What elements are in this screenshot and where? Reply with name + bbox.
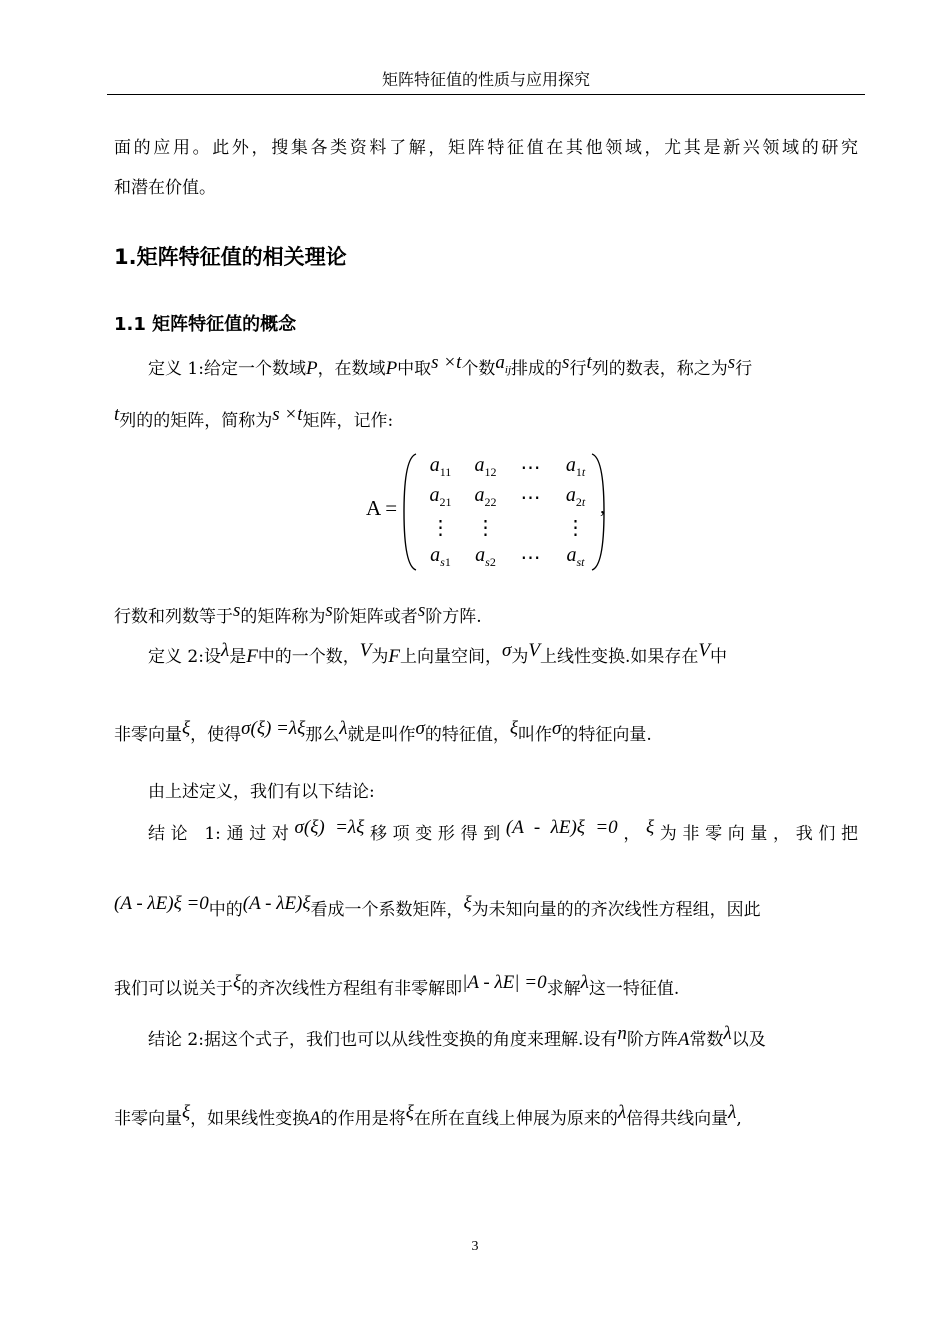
math-symbol: V: [528, 640, 540, 661]
text-run: 行数和列数等于: [114, 607, 233, 627]
matrix-entry: $a_{1t}$: [565, 454, 586, 479]
matrix-entry: $a_{11}$: [429, 454, 452, 479]
math-symbol: P: [385, 358, 398, 379]
text-run: 中的一个数，: [257, 647, 360, 667]
math-symbol: ξ: [233, 972, 242, 993]
text-run: 定义 2:设: [148, 647, 221, 667]
text-run: 看成一个系数矩阵，: [310, 900, 464, 920]
matrix-entry: $a_{s1}$: [430, 544, 451, 569]
matrix-entry: $a_{21}$: [429, 484, 452, 509]
matrix-lhs: A =: [366, 496, 398, 520]
page-number: 3: [471, 1239, 479, 1254]
matrix-entry: ⋮: [475, 516, 496, 539]
text-run: 行: [735, 359, 753, 379]
math-equation: σ(ξ) =λξ: [294, 817, 365, 838]
text-run: 非零向量: [114, 1109, 182, 1129]
text-run: 结论 1:通过对: [148, 824, 295, 844]
definition-2-line-1: [148, 640, 728, 668]
text-run: 为: [371, 647, 389, 667]
conclusion-1-line-2: [114, 893, 761, 921]
matrix-row: [418, 512, 598, 542]
matrix-comma: ,: [600, 496, 605, 518]
intro-line-2: 和潜在价值。: [114, 178, 216, 198]
intro-line-1: 面的应用。此外，搜集各类资料了解，矩阵特征值在其他领域，尤其是新兴领域的研究: [114, 138, 858, 158]
text-run: 中: [710, 647, 728, 667]
text-run: 我们可以说关于: [114, 979, 233, 999]
matrix-entries: [418, 452, 598, 572]
text-run: 非零向量: [114, 725, 182, 745]
text-run: 阶矩阵或者: [332, 607, 418, 627]
text-run: ，如果线性变换: [190, 1109, 310, 1129]
text-run: 上线性变换.如果存在: [540, 647, 699, 667]
text-run: 这一特征值.: [588, 979, 680, 999]
math-symbol: P: [305, 358, 318, 379]
math-symbol: s: [727, 352, 736, 373]
matrix-entry: ⋮: [430, 516, 451, 539]
matrix-entry: $a_{22}$: [474, 484, 497, 509]
matrix-entry: ⋮: [565, 516, 586, 539]
conclusion-2-line-1: [148, 1023, 766, 1051]
text-run: 上向量空间，: [400, 647, 503, 667]
section-heading: 1.矩阵特征值的相关理论: [114, 245, 347, 269]
text-run: 的齐次线性方程组有非零解即: [241, 979, 463, 999]
text-run: 叫作: [518, 725, 552, 745]
matrix-entry: ⋯: [520, 456, 541, 479]
math-symbol: λ: [728, 1102, 737, 1123]
math-symbol: s: [325, 600, 333, 621]
math-equation: σ(ξ) =λξ: [241, 718, 306, 739]
text-run: 定义 1:给定一个数域: [148, 359, 306, 379]
text-run: 列的数表，称之为: [591, 359, 728, 379]
text-run: 的特征值，: [424, 725, 510, 745]
text-run: 列的的矩阵，简称为: [119, 411, 273, 431]
math-symbol: s ×t: [272, 404, 303, 425]
math-symbol: λ: [339, 718, 348, 739]
math-symbol: V: [698, 640, 711, 661]
running-header: 矩阵特征值的性质与应用探究: [381, 70, 590, 89]
conclusion-2-line-2: [114, 1102, 742, 1130]
math-symbol: A: [309, 1108, 321, 1129]
text-run: 求解: [546, 979, 581, 999]
math-equation: (A - λE)ξ: [242, 893, 311, 914]
math-subscript: ij: [504, 363, 512, 376]
matrix-row: [418, 452, 598, 482]
math-symbol: a: [495, 352, 505, 373]
text-run: 结论 2:据这个式子，我们也可以从线性变换的角度来理解.设有: [148, 1030, 618, 1050]
matrix-row: [418, 542, 598, 572]
math-symbol: [495, 352, 512, 376]
text-run: 阶方阵: [626, 1030, 678, 1050]
matrix-note: [114, 600, 482, 628]
math-symbol: ξ: [182, 1102, 191, 1123]
text-run: 为未知向量的的齐次线性方程组，因此: [471, 900, 761, 920]
text-run: 行: [569, 359, 587, 379]
matrix-entry: $a_{s2}$: [475, 544, 496, 569]
math-equation: (A - λE)ξ =0: [114, 893, 209, 914]
text-run: 的特征向量.: [561, 725, 652, 745]
math-symbol: t: [586, 352, 592, 373]
text-run: 那么: [305, 725, 340, 745]
text-run: 矩阵，记作:: [302, 411, 394, 431]
definition-2-line-2: [114, 718, 652, 746]
math-symbol: t: [114, 404, 120, 425]
header-rule: [107, 94, 865, 95]
math-symbol: ξ: [645, 817, 655, 838]
definition-1-line-2: [114, 404, 394, 432]
matrix-row: [418, 482, 598, 512]
math-symbol: s: [417, 600, 426, 621]
text-run: ，使得: [190, 725, 242, 745]
math-symbol: ξ: [509, 718, 518, 739]
text-run: 是: [229, 647, 247, 667]
math-symbol: ξ: [182, 718, 191, 739]
math-symbol: ξ: [405, 1102, 414, 1123]
text-run: 的作用是将: [320, 1109, 406, 1129]
math-equation: |A - λE| =0: [462, 972, 547, 993]
text-run: 就是叫作: [347, 725, 416, 745]
text-run: 为非零向量，我们把: [654, 824, 859, 844]
text-run: ,: [736, 1109, 742, 1129]
text-run: ，: [617, 824, 646, 844]
math-symbol: n: [617, 1023, 627, 1044]
math-symbol: A: [677, 1029, 690, 1050]
text-run: 以及: [731, 1030, 766, 1050]
math-symbol: s: [233, 600, 241, 621]
matrix-entry: $a_{12}$: [474, 454, 497, 479]
math-symbol: σ: [502, 640, 512, 661]
text-run: 在所在直线上伸展为原来的: [413, 1109, 618, 1129]
text-run: 个数: [461, 359, 496, 379]
math-symbol: λ: [617, 1102, 627, 1123]
text-run: 常数: [689, 1030, 724, 1050]
matrix-entry: $a_{st}$: [566, 544, 585, 569]
subsection-heading: 1.1 矩阵特征值的概念: [114, 314, 297, 335]
math-symbol: λ: [580, 972, 589, 993]
text-run: 阶方阵.: [425, 607, 482, 627]
matrix-entry: ⋯: [520, 546, 541, 569]
text-run: ，在数域: [317, 359, 386, 379]
text-run: 倍得共线向量: [626, 1109, 729, 1129]
text-run: 中取: [397, 359, 432, 379]
math-symbol: ξ: [463, 893, 472, 914]
math-symbol: s ×t: [431, 352, 462, 373]
text-run: 的矩阵称为: [240, 607, 326, 627]
math-symbol: s: [562, 352, 570, 373]
text-run: 排成的: [511, 359, 563, 379]
matrix-entry: $a_{2t}$: [565, 484, 586, 509]
math-symbol: V: [359, 640, 372, 661]
math-symbol: σ: [552, 718, 562, 739]
math-symbol: F: [388, 646, 401, 667]
math-equation: (A - λE)ξ =0: [505, 817, 618, 838]
math-symbol: F: [246, 646, 258, 667]
matrix-entry: ⋯: [520, 486, 541, 509]
conclusion-1-line-1: [148, 817, 859, 845]
conclusion-1-line-3: [114, 972, 680, 1000]
math-symbol: λ: [723, 1023, 732, 1044]
text-run: 移项变形得到: [364, 824, 506, 844]
math-symbol: λ: [220, 640, 230, 661]
matrix-equation: [366, 450, 616, 574]
text-run: 中的: [208, 900, 243, 920]
definition-1-line-1: [148, 352, 753, 387]
math-symbol: σ: [415, 718, 425, 739]
text-run: 为: [511, 647, 529, 667]
conclusion-intro: 由上述定义，我们有以下结论:: [148, 782, 375, 802]
